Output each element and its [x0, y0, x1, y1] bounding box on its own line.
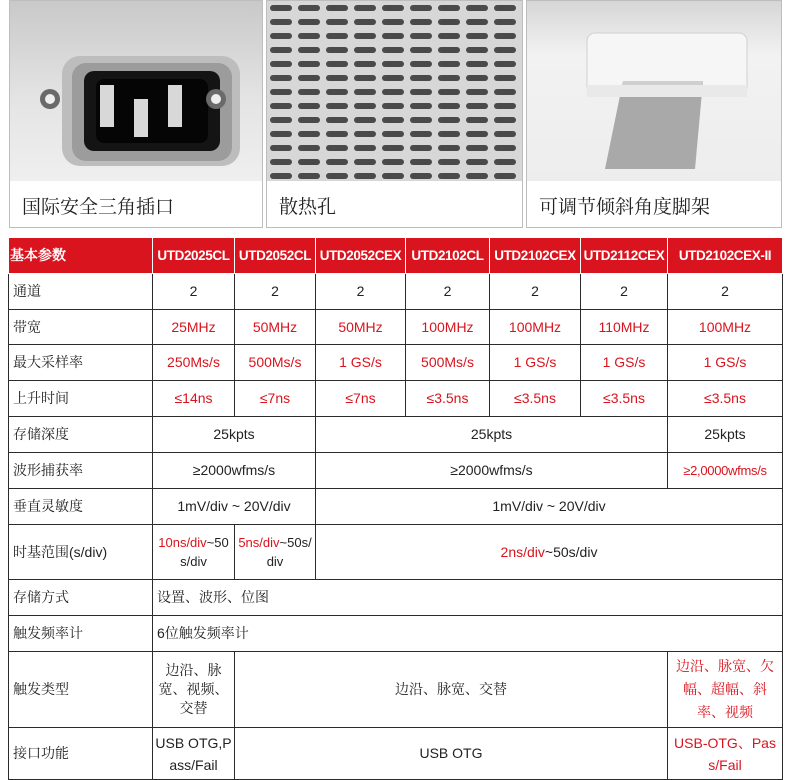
- table-row: [9, 274, 783, 310]
- row-label: 接口功能: [9, 728, 153, 780]
- cell: 25MHz: [153, 310, 235, 345]
- cell: 100MHz: [668, 310, 783, 345]
- row-label: 通道: [9, 274, 153, 310]
- header-cell: 基本参数: [9, 238, 153, 274]
- table-row: [9, 489, 783, 525]
- row-label: 上升时间: [9, 381, 153, 417]
- header-cell: UTD2052CL: [235, 238, 316, 274]
- table-row: [9, 417, 783, 453]
- cell: 100MHz: [406, 310, 490, 345]
- timebase-max: ~50s/div: [544, 543, 598, 560]
- header-cell: UTD2025CL: [153, 238, 235, 274]
- table-row: [9, 616, 783, 652]
- cell: 1 GS/s: [490, 345, 581, 381]
- cell: 2: [235, 274, 316, 310]
- cell: ≤14ns: [153, 381, 235, 417]
- cell: ≥2000wfms/s: [153, 453, 316, 489]
- cell: ≤7ns: [316, 381, 406, 417]
- cell: 2: [316, 274, 406, 310]
- cell: 500Ms/s: [235, 345, 316, 381]
- cell: USB OTG: [235, 728, 668, 780]
- cell: 25kpts: [316, 417, 668, 453]
- cell: ≤3.5ns: [406, 381, 490, 417]
- cell: 1mV/div ~ 20V/div: [153, 489, 316, 525]
- cell: 100MHz: [490, 310, 581, 345]
- timebase-min: 2ns/div: [500, 543, 545, 560]
- cell: 25kpts: [153, 417, 316, 453]
- photo-panel-stand: [526, 0, 782, 228]
- cell: 边沿、脉宽、欠幅、超幅、斜率、视频: [668, 652, 783, 728]
- timebase-min: 5ns/div: [238, 535, 280, 550]
- cell: [153, 525, 235, 580]
- cell: 2: [153, 274, 235, 310]
- table-row: [9, 453, 783, 489]
- cell: 500Ms/s: [406, 345, 490, 381]
- cell: 1mV/div ~ 20V/div: [316, 489, 783, 525]
- photo-panel-vents: [266, 0, 523, 228]
- cell: 设置、波形、位图: [153, 580, 783, 616]
- table-row: [9, 345, 783, 381]
- cell: 边沿、脉宽、视频、交替: [153, 652, 235, 728]
- row-label: 触发类型: [9, 652, 153, 728]
- table-row: [9, 381, 783, 417]
- cell: 2: [668, 274, 783, 310]
- cell: 250Ms/s: [153, 345, 235, 381]
- table-header-row: [9, 238, 783, 274]
- cell: 6位触发频率计: [153, 616, 783, 652]
- cell: 1 GS/s: [668, 345, 783, 381]
- cell: ≥2000wfms/s: [316, 453, 668, 489]
- row-label: 时基范围(s/div): [9, 525, 153, 580]
- row-label: 存储方式: [9, 580, 153, 616]
- tilt-stand-photo: [527, 1, 781, 181]
- cell: USB OTG,Pass/Fail: [153, 728, 235, 780]
- table-row: [9, 652, 783, 728]
- cell: 2: [581, 274, 668, 310]
- row-label: 触发频率计: [9, 616, 153, 652]
- spec-table: [8, 237, 783, 780]
- timebase-max: ~50s/div: [266, 535, 312, 569]
- header-cell: UTD2102CL: [406, 238, 490, 274]
- cell: [316, 525, 783, 580]
- header-cell: UTD2052CEX: [316, 238, 406, 274]
- photo-caption: 国际安全三角插口: [22, 197, 175, 218]
- cell: 2: [490, 274, 581, 310]
- cell: USB-OTG、Pass/Fail: [668, 728, 783, 780]
- cell: [235, 525, 316, 580]
- header-cell: UTD2112CEX: [581, 238, 668, 274]
- cell: 50MHz: [235, 310, 316, 345]
- row-label: 存储深度: [9, 417, 153, 453]
- cell: ≤3.5ns: [668, 381, 783, 417]
- cell: ≥2,0000wfms/s: [668, 453, 783, 489]
- feature-photos: [0, 0, 790, 232]
- power-socket-photo: [10, 1, 262, 181]
- cell: ≤7ns: [235, 381, 316, 417]
- photo-caption: 可调节倾斜角度脚架: [539, 197, 711, 218]
- cell: 50MHz: [316, 310, 406, 345]
- cell: ≤3.5ns: [581, 381, 668, 417]
- header-cell: UTD2102CEX: [490, 238, 581, 274]
- table-row: [9, 310, 783, 345]
- row-label: 波形捕获率: [9, 453, 153, 489]
- cell: ≤3.5ns: [490, 381, 581, 417]
- row-label: 垂直灵敏度: [9, 489, 153, 525]
- timebase-min: 10ns/div: [158, 535, 207, 550]
- table-row: [9, 580, 783, 616]
- cell: 边沿、脉宽、交替: [235, 652, 668, 728]
- photo-panel-power-socket: [9, 0, 263, 228]
- table-row: [9, 525, 783, 580]
- photo-caption: 散热孔: [279, 197, 337, 218]
- row-label: 最大采样率: [9, 345, 153, 381]
- cell: 1 GS/s: [581, 345, 668, 381]
- cell: 1 GS/s: [316, 345, 406, 381]
- timebase-max: ~50s/div: [180, 535, 229, 569]
- vent-holes-photo: [267, 1, 522, 181]
- row-label: 带宽: [9, 310, 153, 345]
- cell: 2: [406, 274, 490, 310]
- cell: 25kpts: [668, 417, 783, 453]
- table-row: [9, 728, 783, 780]
- cell: 110MHz: [581, 310, 668, 345]
- header-cell: UTD2102CEX-II: [668, 238, 783, 274]
